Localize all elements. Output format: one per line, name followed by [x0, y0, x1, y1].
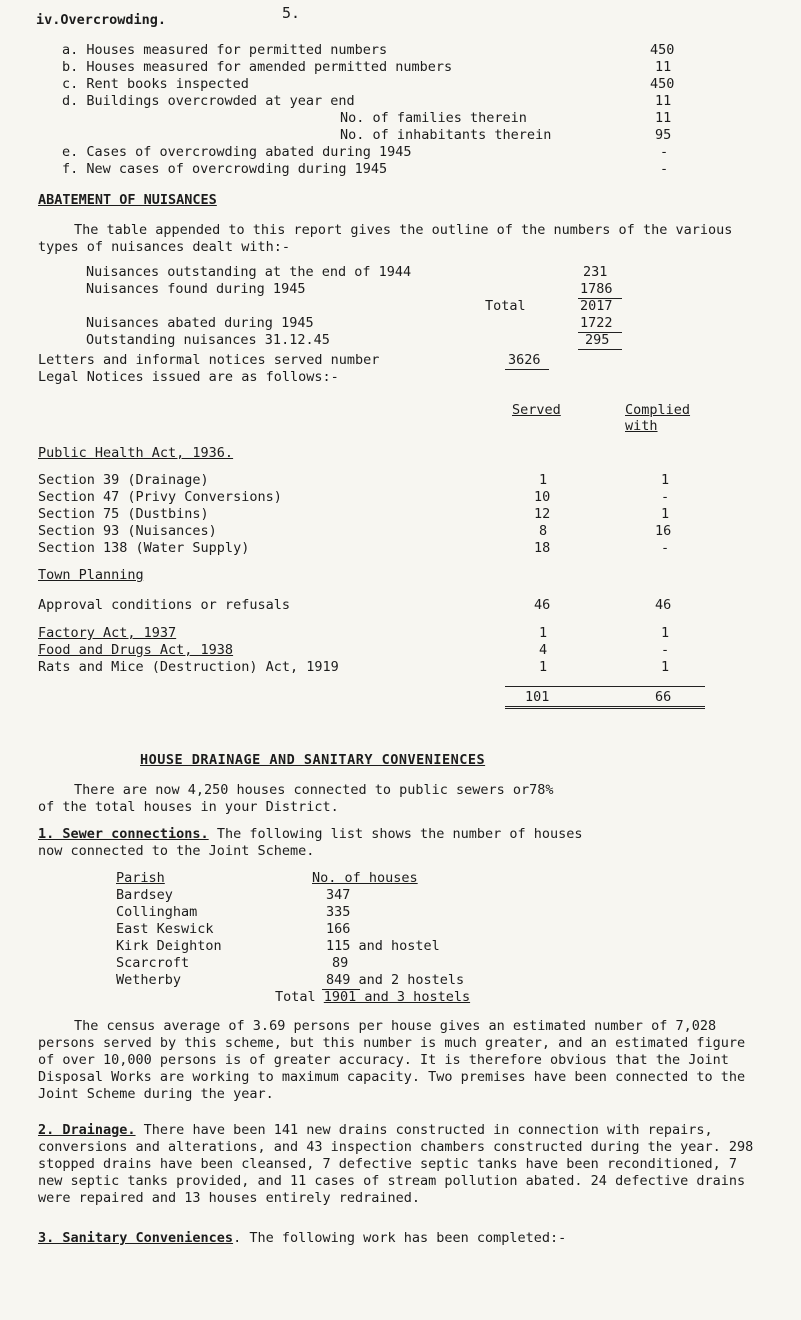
sewer-connections-text: The following list shows the number of houses — [208, 826, 583, 842]
factory-act-served: 1 — [539, 625, 548, 641]
parish-wetherby-houses: 849 and 2 hostels — [326, 972, 465, 988]
drainage-intro-line-1: There are now 4,250 houses connected to public sewers or78% — [74, 782, 554, 798]
food-drugs-act-complied: - — [661, 642, 670, 658]
nuisances-heading: ABATEMENT OF NUISANCES — [38, 192, 217, 208]
approval-served: 46 — [534, 597, 551, 613]
approval-complied: 46 — [655, 597, 672, 613]
parish-collingham: Collingham — [116, 904, 198, 920]
nuisances-outstanding-end-value: 295 — [585, 332, 610, 348]
col-complied-header: Complied with — [625, 402, 691, 434]
approval-label: Approval conditions or refusals — [38, 597, 290, 613]
parish-east-keswick: East Keswick — [116, 921, 214, 937]
section-93-label: Section 93 (Nuisances) — [38, 523, 217, 539]
totals-bottom-rule — [505, 706, 705, 709]
sanitary-conveniences-heading: 3. Sanitary Conveniences — [38, 1230, 234, 1246]
overcrowding-item-f: f. New cases of overcrowding during 1945 — [62, 161, 388, 177]
overcrowding-item-c: c. Rent books inspected — [62, 76, 249, 92]
section-93-complied: 16 — [655, 523, 672, 539]
parish-bardsey-houses: 347 — [326, 887, 351, 903]
total-complied: 66 — [655, 689, 672, 705]
overcrowding-item-d: d. Buildings overcrowded at year end — [62, 93, 355, 109]
overcrowding-value-e: - — [660, 144, 669, 160]
nuisances-total-label: Total — [485, 298, 526, 314]
section-75-served: 12 — [534, 506, 551, 522]
parish-east-keswick-houses: 166 — [326, 921, 351, 937]
nuisances-rule-3 — [578, 349, 622, 350]
nuisances-outstanding-end: Outstanding nuisances 31.12.45 — [86, 332, 330, 348]
drainage-paragraph — [38, 1122, 768, 1207]
section-39-served: 1 — [539, 472, 548, 488]
section-39-complied: 1 — [661, 472, 670, 488]
overcrowding-inhabitants: No. of inhabitants therein — [340, 127, 552, 143]
overcrowding-value-a: 450 — [650, 42, 675, 58]
section-93-served: 8 — [539, 523, 548, 539]
section-138-complied: - — [661, 540, 670, 556]
overcrowding-value-b: 11 — [655, 59, 672, 75]
nuisances-abated: Nuisances abated during 1945 — [86, 315, 314, 331]
overcrowding-heading: iv.Overcrowding. — [36, 12, 167, 28]
legal-notices-label: Legal Notices issued are as follows:- — [38, 369, 339, 385]
drainage-heading: HOUSE DRAINAGE AND SANITARY CONVENIENCES — [140, 752, 486, 768]
public-health-act-heading: Public Health Act, 1936. — [38, 445, 234, 461]
parish-collingham-houses: 335 — [326, 904, 351, 920]
nuisances-found: Nuisances found during 1945 — [86, 281, 306, 297]
sewer-connections-heading: 1. Sewer connections. — [38, 826, 209, 842]
rats-mice-act-label: Rats and Mice (Destruction) Act, 1919 — [38, 659, 339, 675]
parish-scarcroft: Scarcroft — [116, 955, 190, 971]
nuisances-total-value: 2017 — [580, 298, 613, 314]
section-47-served: 10 — [534, 489, 551, 505]
town-planning-heading: Town Planning — [38, 567, 144, 583]
overcrowding-item-a: a. Houses measured for permitted numbers — [62, 42, 388, 58]
overcrowding-families: No. of families therein — [340, 110, 527, 126]
overcrowding-inhabitants-value: 95 — [655, 127, 672, 143]
section-138-label: Section 138 (Water Supply) — [38, 540, 250, 556]
factory-act-complied: 1 — [661, 625, 670, 641]
nuisances-found-value: 1786 — [580, 281, 613, 297]
census-paragraph: The census average of 3.69 persons per house gives an estimated number of 7,028 persons served by this scheme, but this number is much greater, and an estimated figure of over 10,000 persons is of greater accuracy. It is therefore obvious that the Joint Disposal Works are working to maximum capacity. Two premises have been connected to the Joint Scheme during the year. — [38, 1018, 746, 1102]
sewer-connections-text-2: now connected to the Joint Scheme. — [38, 843, 315, 859]
sanitary-conveniences-text: . The following work has been completed:- — [233, 1230, 567, 1246]
parish-kirk-deighton-houses: 115 and hostel — [326, 938, 440, 954]
nuisances-abated-value: 1722 — [580, 315, 613, 331]
col-served-header: Served — [512, 402, 561, 418]
factory-act-label: Factory Act, 1937 — [38, 625, 177, 641]
parish-wetherby: Wetherby — [116, 972, 182, 988]
overcrowding-families-value: 11 — [655, 110, 672, 126]
letters-value: 3626 — [508, 352, 541, 368]
drainage-paragraph-text: There have been 141 new drains constructed in connection with repairs, conversions and alterations, and 43 inspection chambers constructed during the year. 298 stopped drains have been cleansed, 7 defective septic tanks have been reconditioned, 7 new septic tanks provided, and 11 cases of stream pollution abated. 24 defective drains were repaired and 13 houses entirely redrained. — [38, 1122, 754, 1206]
parish-kirk-deighton: Kirk Deighton — [116, 938, 222, 954]
letters-label: Letters and informal notices served number — [38, 352, 380, 368]
section-39-label: Section 39 (Drainage) — [38, 472, 209, 488]
food-drugs-act-served: 4 — [539, 642, 548, 658]
overcrowding-item-e: e. Cases of overcrowding abated during 1945 — [62, 144, 412, 160]
food-drugs-act-label: Food and Drugs Act, 1938 — [38, 642, 234, 658]
section-75-complied: 1 — [661, 506, 670, 522]
rats-mice-act-complied: 1 — [661, 659, 670, 675]
rats-mice-act-served: 1 — [539, 659, 548, 675]
drainage-intro-line-2: of the total houses in your District. — [38, 799, 339, 815]
overcrowding-value-f: - — [660, 161, 669, 177]
total-served: 101 — [525, 689, 550, 705]
letters-rule — [505, 369, 549, 370]
nuisances-outstanding-value: 231 — [583, 264, 608, 280]
nuisances-outstanding: Nuisances outstanding at the end of 1944 — [86, 264, 412, 280]
page-number: 5. — [282, 4, 301, 22]
section-47-complied: - — [661, 489, 670, 505]
overcrowding-value-c: 450 — [650, 76, 675, 92]
parish-scarcroft-houses: 89 — [332, 955, 349, 971]
parish-column-header: Parish — [116, 870, 165, 886]
nuisances-intro: The table appended to this report gives the outline of the numbers of the various types of nuisances dealt with:- — [38, 222, 733, 255]
parish-total-value: 1901 and 3 hostels — [323, 989, 471, 1005]
parish-bardsey: Bardsey — [116, 887, 173, 903]
section-138-served: 18 — [534, 540, 551, 556]
houses-column-header: No. of houses — [312, 870, 418, 886]
totals-top-rule — [505, 686, 705, 687]
overcrowding-value-d: 11 — [655, 93, 672, 109]
overcrowding-item-b: b. Houses measured for amended permitted numbers — [62, 59, 453, 75]
section-75-label: Section 75 (Dustbins) — [38, 506, 209, 522]
drainage-subheading: 2. Drainage. — [38, 1122, 136, 1138]
section-47-label: Section 47 (Privy Conversions) — [38, 489, 282, 505]
parish-total-label: Total — [275, 989, 316, 1005]
